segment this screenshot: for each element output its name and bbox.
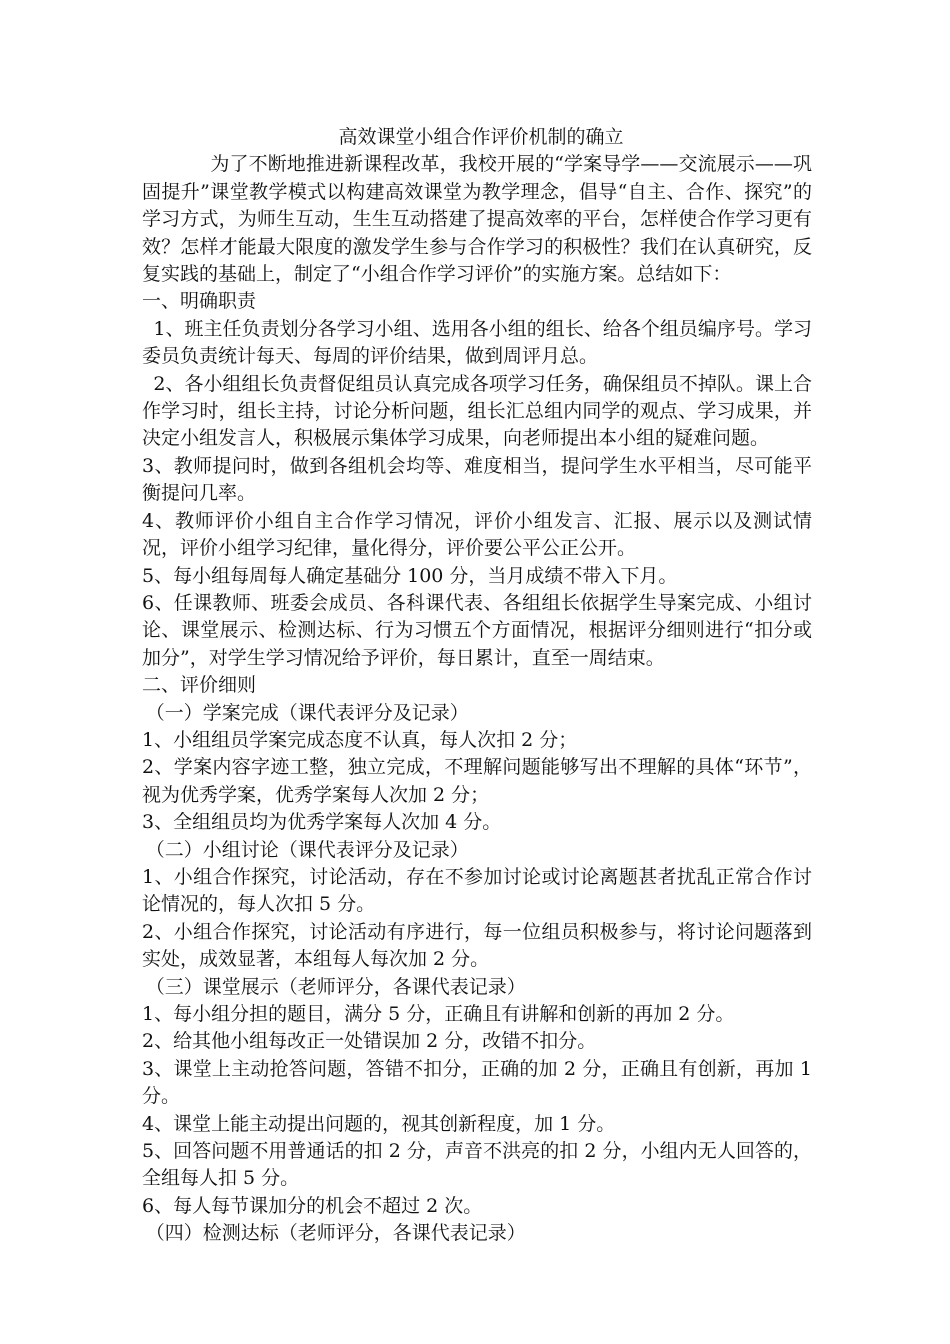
paragraph: 4、课堂上能主动提出问题的，视其创新程度，加 1 分。 — [142, 1112, 616, 1135]
paragraph: 4、教师评价小组自主合作学习情况，评价小组发言、汇报、展示以及测试情况，评价小组学习纪律，量化得分，评价要公平公正公开。 — [142, 509, 812, 560]
paragraph: 1、小组合作探究，讨论活动，存在不参加讨论或讨论离题甚者扰乱正常合作讨论情况的，每人次扣 5 分。 — [142, 865, 812, 916]
paragraph: 3、教师提问时，做到各组机会均等、难度相当，提问学生水平相当，尽可能平衡提问几率。 — [142, 454, 812, 505]
paragraph: 2、学案内容字迹工整，独立完成，不理解问题能够写出不理解的具体“环节”，视为优秀学案，优秀学案每人次加 2 分； — [142, 756, 812, 806]
paragraph: 一、明确职责 — [142, 290, 257, 313]
paragraph: （四）检测达标（老师评分，各课代表记录） — [145, 1222, 526, 1245]
paragraph: （二）小组讨论（课代表评分及记录） — [145, 838, 469, 861]
paragraph: 1、小组组员学案完成态度不认真，每人次扣 2 分； — [142, 728, 578, 751]
paragraph: 1、每小组分担的题目，满分 5 分，正确且有讲解和创新的再加 2 分。 — [142, 1003, 735, 1025]
paragraph: （三）课堂展示（老师评分，各课代表记录） — [145, 975, 526, 998]
document-title: 高效课堂小组合作评价机制的确立 — [338, 126, 624, 148]
paragraph: 5、每小组每周每人确定基础分 100 分，当月成绩不带入下月。 — [142, 564, 678, 587]
paragraph: 5、回答问题不用普通话的扣 2 分，声音不洪亮的扣 2 分，小组内无人回答的，全组每人扣 5 分。 — [142, 1140, 812, 1190]
paragraph: 6、每人每节课加分的机会不超过 2 次。 — [142, 1194, 483, 1217]
paragraph: 2、小组合作探究，讨论活动有序进行，每一位组员积极参与，将讨论问题落到实处，成效显著，本组每人每次加 2 分。 — [142, 920, 812, 971]
paragraph: 1、班主任负责划分各学习小组、选用各小组的组长、给各个组员编序号。学习委员负责统计每天、每周的评价结果，做到周评月总。 — [142, 317, 812, 368]
paragraph: 为了不断地推进新课程改革，我校开展的“学案导学——交流展示——巩固提升”课堂教学模式以构建高效课堂为教学理念，倡导“自主、合作、探究”的学习方式，为师生互动，生生互动搭建了提高效率的平台，怎样使合作学习更有效？怎样才能最大限度的激发学生参与合作学习的积极性？我们在认真研究，反复实践的基础上，制定了“小组合作学习评价”的实施方案。总结如下： — [142, 153, 812, 286]
paragraph: 二、评价细则 — [142, 674, 257, 697]
paragraph: 2、各小组组长负责督促组员认真完成各项学习任务，确保组员不掉队。课上合作学习时，组长主持，讨论分析问题，组长汇总组内同学的观点、学习成果，并决定小组发言人，积极展示集体学习成果，向老师提出本小组的疑难问题。 — [142, 372, 812, 450]
paragraph-list — [142, 151, 812, 1247]
paragraph: 2、给其他小组每改正一处错误加 2 分，改错不扣分。 — [142, 1030, 597, 1053]
paragraph: 6、任课教师、班委会成员、各科课代表、各组组长依据学生导案完成、小组讨论、课堂展示、检测达标、行为习惯五个方面情况，根据评分细则进行“扣分或加分”，对学生学习情况给予评价，每日累计，直至一周结束。 — [142, 591, 812, 669]
document-body — [142, 124, 812, 1248]
paragraph: 3、课堂上主动抢答问题，答错不扣分，正确的加 2 分，正确且有创新，再加 1 分。 — [142, 1057, 812, 1108]
paragraph: （一）学案完成（课代表评分及记录） — [145, 701, 469, 724]
paragraph: 3、全组组员均为优秀学案每人次加 4 分。 — [142, 811, 502, 834]
